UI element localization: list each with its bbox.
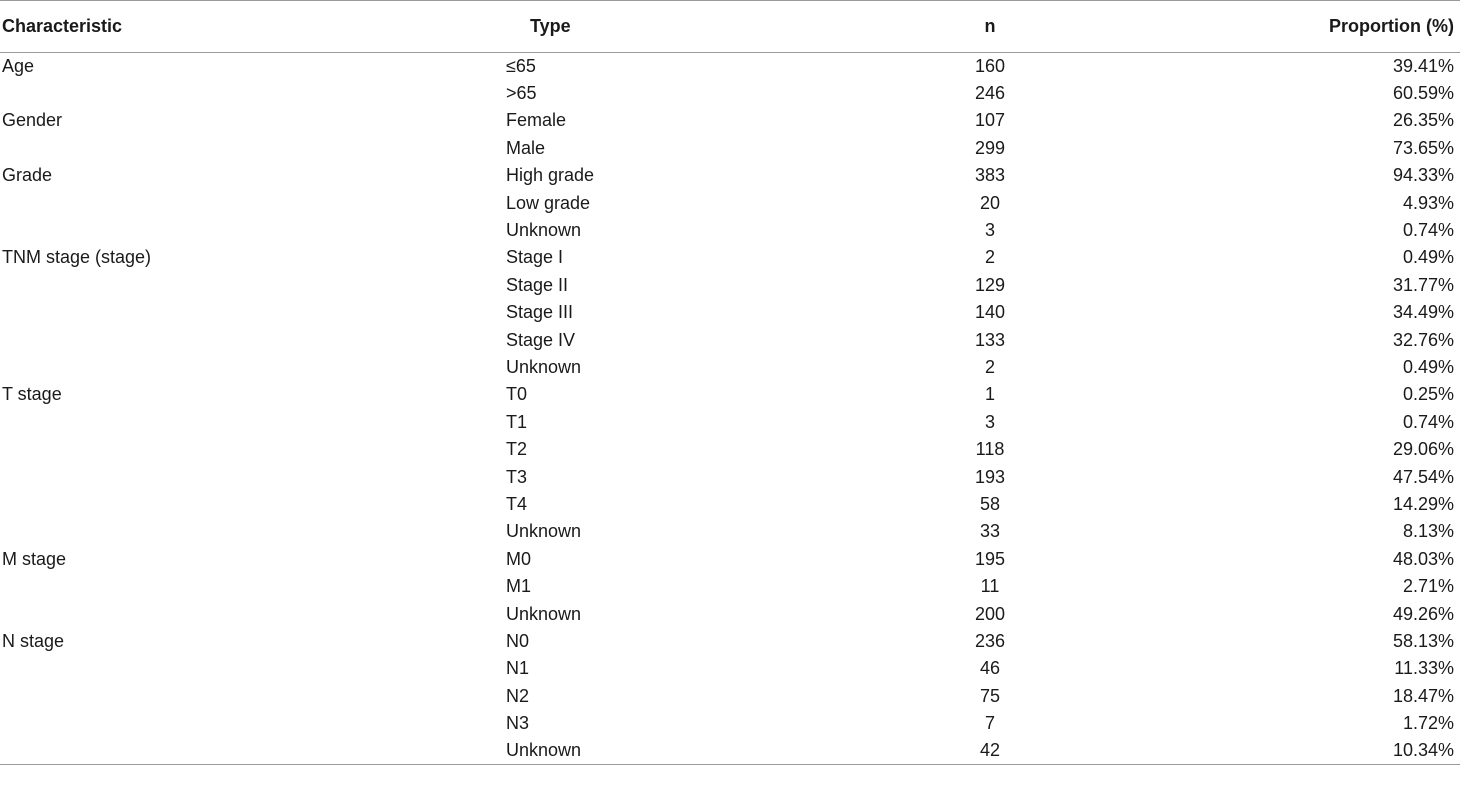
cell-n: 133 [974,329,1006,350]
table-row [0,600,1460,627]
cell-characteristic: M stage [2,548,67,569]
cell-proportion: 60.59% [1392,83,1454,104]
cell-n: 42 [830,737,1150,764]
cell-n: 20 [979,192,1001,213]
cell-type: Stage IV [506,329,576,350]
table-row [0,189,1460,216]
cell-proportion: 47.54% [1392,466,1454,487]
table-row [0,518,1460,545]
header-type: Type [506,1,830,53]
cell-proportion: 2.71% [1402,576,1454,597]
cell-characteristic: Age [2,55,35,76]
cell-characteristic [0,189,506,216]
table-row [0,682,1460,709]
table-row [0,244,1460,271]
cell-proportion: 14.29% [1392,493,1454,514]
cell-n: 129 [974,274,1006,295]
cell-type: Female [506,110,567,131]
table-row [0,436,1460,463]
cell-n: 7 [984,713,995,734]
cell-proportion: 0.74% [1402,220,1454,241]
table-row [0,217,1460,244]
cell-proportion: 18.47% [1392,685,1454,706]
cell-type: Unknown [506,356,582,377]
cell-proportion: 10.34% [1150,737,1460,764]
cell-n: 2 [984,247,995,268]
header-characteristic: Characteristic [0,1,506,53]
cell-n: 299 [974,137,1006,158]
table-row [0,463,1460,490]
cell-type: Unknown [506,220,582,241]
table-row [0,135,1460,162]
cell-n: 33 [979,521,1001,542]
header-n: n [830,1,1150,53]
cell-characteristic: Grade [2,165,53,186]
cell-proportion: 58.13% [1392,630,1454,651]
cell-characteristic [0,354,506,381]
table-row [0,491,1460,518]
cell-proportion: 4.93% [1402,192,1454,213]
cell-characteristic [0,80,506,107]
cell-type: N3 [506,713,530,734]
cell-type: M1 [506,576,532,597]
cell-n: 3 [984,411,995,432]
cell-proportion: 49.26% [1392,603,1454,624]
table-row [0,655,1460,682]
cell-n: 11 [980,576,1000,597]
table-row [0,710,1460,737]
cell-characteristic [0,518,506,545]
cell-n: 2 [984,356,995,377]
cell-n: 58 [979,493,1001,514]
cell-proportion: 29.06% [1392,439,1454,460]
table-row [0,299,1460,326]
cell-characteristic [0,326,506,353]
table-row [0,409,1460,436]
cell-type: Male [506,137,546,158]
cell-proportion: 8.13% [1402,521,1454,542]
table-body [0,53,1460,765]
cell-type: High grade [506,165,595,186]
cell-n: 107 [974,110,1006,131]
cell-type: T3 [506,466,528,487]
table-row [0,573,1460,600]
table-row [0,80,1460,107]
table-row [0,162,1460,189]
cell-type: Unknown [506,603,582,624]
cell-type: Unknown [506,521,582,542]
cell-characteristic [0,217,506,244]
table-row [0,272,1460,299]
cell-proportion: 0.49% [1402,247,1454,268]
cell-type: T1 [506,411,528,432]
table-row [0,737,1460,764]
cell-characteristic [0,600,506,627]
cell-n: 200 [974,603,1006,624]
cell-characteristic [0,409,506,436]
cell-type: M0 [506,548,532,569]
cell-proportion: 48.03% [1392,548,1454,569]
cell-n: 195 [974,548,1006,569]
cell-type: ≤65 [506,55,536,76]
table-row [0,326,1460,353]
header-proportion: Proportion (%) [1150,1,1460,53]
cell-n: 46 [979,658,1001,679]
table-row [0,381,1460,408]
cell-proportion: 11.33% [1394,658,1454,679]
cell-characteristic [0,299,506,326]
cell-type: N2 [506,685,530,706]
table-row [0,628,1460,655]
cell-type: N0 [506,630,530,651]
cell-n: 1 [984,384,995,405]
cell-proportion: 94.33% [1392,165,1454,186]
cell-characteristic [0,135,506,162]
cell-type: Low grade [506,192,591,213]
cell-proportion: 39.41% [1392,55,1454,76]
table-header [0,1,1460,53]
cell-type: Stage II [506,274,569,295]
cell-n: 3 [984,220,995,241]
cell-characteristic: N stage [2,630,65,651]
cell-n: 236 [974,630,1006,651]
cell-n: 118 [975,439,1005,460]
cell-type: Stage I [506,247,564,268]
cell-type: Unknown [506,737,830,764]
cell-n: 383 [974,165,1006,186]
cell-characteristic [0,272,506,299]
cell-characteristic [0,463,506,490]
cell-characteristic: TNM stage (stage) [2,247,152,268]
header-row [0,1,1460,53]
cell-n: 193 [974,466,1006,487]
cell-characteristic [0,436,506,463]
cell-proportion: 0.74% [1402,411,1454,432]
cell-proportion: 0.25% [1402,384,1454,405]
cell-characteristic [0,491,506,518]
cell-type: >65 [506,83,537,104]
cell-type: Stage III [506,302,574,323]
cell-characteristic [0,710,506,737]
table-row [0,546,1460,573]
cell-proportion: 73.65% [1392,137,1454,158]
cell-characteristic [0,655,506,682]
cell-type: N1 [506,658,530,679]
cell-type: T0 [506,384,528,405]
cell-n: 160 [974,55,1006,76]
cell-characteristic [0,573,506,600]
cell-characteristic: T stage [2,384,62,405]
cell-proportion: 34.49% [1392,302,1454,323]
cell-characteristic [0,682,506,709]
cell-characteristic [0,737,506,764]
cell-characteristic: Gender [2,110,63,131]
cell-n: 75 [979,685,1001,706]
table-row [0,107,1460,134]
cell-proportion: 31.77% [1392,274,1454,295]
table-row [0,354,1460,381]
cell-proportion: 32.76% [1392,329,1454,350]
cell-type: T2 [506,439,528,460]
cell-n: 140 [974,302,1006,323]
cell-proportion: 0.49% [1402,356,1454,377]
cell-n: 246 [974,83,1006,104]
cell-type: T4 [506,493,528,514]
cell-proportion: 26.35% [1392,110,1454,131]
table-row [0,53,1460,80]
cell-proportion: 1.72% [1402,713,1454,734]
